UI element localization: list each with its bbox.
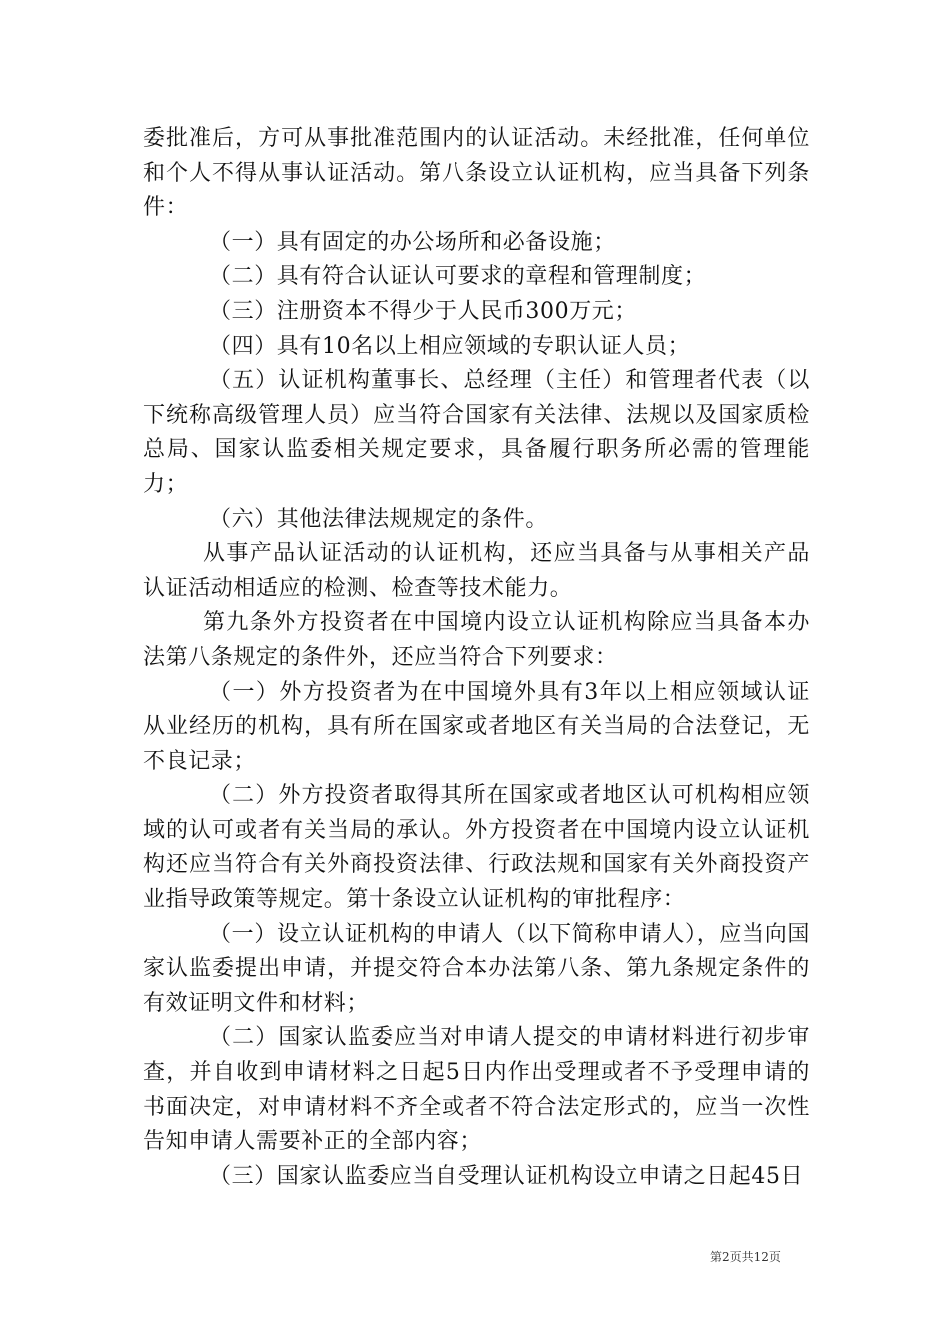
paragraph: （一）具有固定的办公场所和必备设施； [209, 229, 616, 255]
paragraph: （三）国家认监委应当自受理认证机构设立申请之日起45日 [209, 1163, 804, 1189]
paragraph: （二）国家认监委应当对申请人提交的申请材料进行初步审查，并自收到申请材料之日起5日内作出受理或者不予受理申请的书面决定，对申请材料不齐全或者不符合法定形式的，应当一次性告知申请人需要补正的全部内容； [143, 1025, 810, 1155]
paragraph: （一）外方投资者为在中国境外具有3年以上相应领域认证从业经历的机构，具有所在国家或者地区有关当局的合法登记，无不良记录； [143, 679, 810, 774]
paragraph: 从事产品认证活动的认证机构，还应当具备与从事相关产品认证活动相适应的检测、检查等技术能力。 [143, 541, 810, 601]
paragraph: （二）具有符合认证认可要求的章程和管理制度； [209, 264, 707, 290]
document-body [143, 122, 810, 1194]
paragraph: （四）具有10名以上相应领域的专职认证人员； [209, 333, 691, 359]
paragraph: （三）注册资本不得少于人民币300万元； [209, 298, 637, 324]
paragraph: （六）其他法律法规规定的条件。 [209, 506, 549, 532]
paragraph: （五）认证机构董事长、总经理（主任）和管理者代表（以下统称高级管理人员）应当符合国家有关法律、法规以及国家质检总局、国家认监委相关规定要求，具备履行职务所必需的管理能力； [143, 368, 810, 497]
paragraph: （二）外方投资者取得其所在国家或者地区认可机构相应领域的认可或者有关当局的承认。外方投资者在中国境内设立认证机构还应当符合有关外商投资法律、行政法规和国家有关外商投资产业指导政策等规定。第十条设立认证机构的审批程序： [143, 783, 810, 913]
paragraph: （一）设立认证机构的申请人（以下简称申请人），应当向国家认监委提出申请，并提交符合本办法第八条、第九条规定条件的有效证明文件和材料； [143, 921, 810, 1016]
page-number: 第2页共12页 [710, 1250, 781, 1264]
paragraph: 第九条外方投资者在中国境内设立认证机构除应当具备本办法第八条规定的条件外，还应当符合下列要求： [143, 610, 810, 670]
paragraph: 委批准后，方可从事批准范围内的认证活动。未经批准，任何单位和个人不得从事认证活动。第八条设立认证机构，应当具备下列条件： [143, 126, 810, 221]
